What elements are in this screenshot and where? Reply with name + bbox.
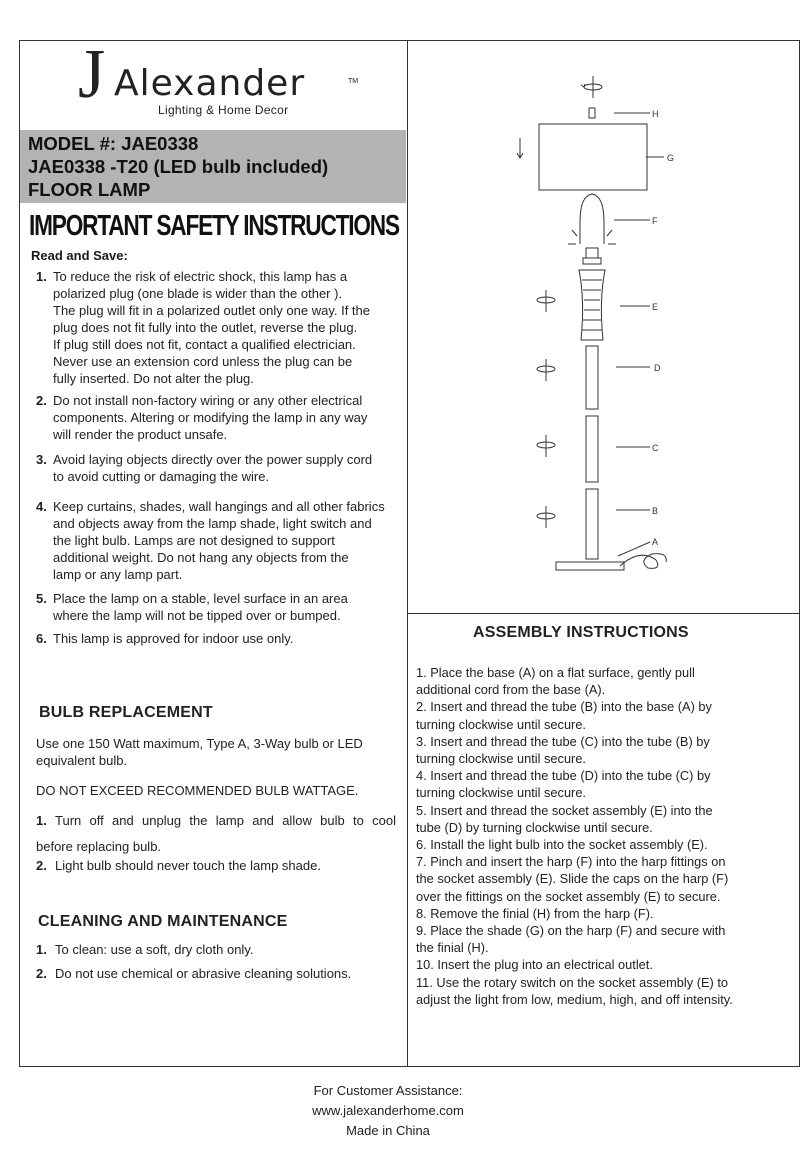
assembly-step	[416, 836, 798, 853]
step-line: 6. Install the light bulb into the socket assembly (E).	[416, 837, 708, 853]
item-line: lamp or any lamp part.	[53, 567, 183, 582]
base-part	[556, 562, 624, 570]
step-line: turning clockwise until secure.	[416, 716, 586, 732]
step-line: turning clockwise until secure.	[416, 751, 586, 767]
assembly-step	[416, 974, 798, 1008]
bulb-spec	[36, 735, 406, 769]
item-line: Never use an extension cord unless the plug can be	[53, 354, 353, 369]
item-line: where the lamp will not be tipped over or bumped.	[53, 608, 341, 623]
step-line: the finial (H).	[416, 940, 489, 956]
assembly-step	[416, 922, 798, 956]
step-line: over the fittings on the socket assembly (E) to secure.	[416, 888, 721, 904]
item-line: plug does not fit fully into the outlet, reverse the plug.	[53, 320, 358, 335]
lamp-assembly-diagram	[505, 70, 685, 580]
item-number: 1.	[36, 942, 47, 957]
diagram-label-b: B	[652, 506, 659, 516]
model-variant: JAE0338 -T20 (LED bulb included)	[28, 156, 329, 177]
assembly-step	[416, 956, 798, 973]
item-line: components. Altering or modifying the lamp in any way	[53, 410, 368, 425]
product-type: FLOOR LAMP	[28, 179, 151, 200]
item-number: 6.	[36, 631, 47, 646]
rotate-arrow-icon	[537, 359, 555, 381]
item-line: additional weight. Do not hang any objects from the	[53, 550, 349, 565]
finial-part	[589, 108, 595, 118]
bulb-step-line: Turn off and unplug the lamp and allow bulb to cool	[55, 813, 396, 828]
cleaning-step-2	[36, 965, 406, 982]
harp-part	[580, 194, 604, 244]
tube-b-part	[586, 489, 598, 559]
bulb-replacement-heading: BULB REPLACEMENT	[39, 704, 213, 721]
bulb-spec-line: equivalent bulb.	[36, 753, 128, 768]
step-line: 10. Insert the plug into an electrical outlet.	[416, 957, 653, 973]
item-number: 2.	[36, 966, 47, 981]
wattage-warning: DO NOT EXCEED RECOMMENDED BULB WATTAGE.	[36, 783, 359, 798]
item-line: This lamp is approved for indoor use only.	[53, 631, 294, 646]
item-number: 1.	[36, 269, 47, 284]
item-number: 3.	[36, 452, 47, 467]
item-number: 5.	[36, 591, 47, 606]
assembly-step	[416, 698, 798, 732]
safety-item-5	[36, 590, 406, 624]
diagram-label-h: H	[652, 109, 659, 119]
safety-item-2	[36, 392, 406, 443]
power-cord	[620, 554, 666, 569]
item-number: 2.	[36, 858, 47, 873]
tube-c-part	[586, 416, 598, 482]
safety-item-3	[36, 451, 406, 485]
logo-trademark: TM	[348, 78, 359, 85]
step-line: 8. Remove the finial (H) from the harp (F).	[416, 905, 654, 921]
assembly-steps	[416, 664, 798, 1008]
item-line: fully inserted. Do not alter the plug.	[53, 371, 254, 386]
diagram-label-d: D	[654, 363, 661, 373]
assembly-step	[416, 802, 798, 836]
customer-assistance-label: For Customer Assistance:	[313, 1083, 463, 1098]
footer	[200, 1081, 576, 1141]
assembly-step	[416, 733, 798, 767]
assembly-step	[416, 767, 798, 801]
model-number: MODEL #: JAE0338	[28, 133, 199, 154]
item-number: 1.	[36, 813, 47, 828]
step-line: additional cord from the base (A).	[416, 682, 606, 698]
brand-logo	[78, 36, 378, 117]
assembly-step	[416, 905, 798, 922]
diagram-label-f: F	[652, 216, 658, 226]
cleaning-step-line: To clean: use a soft, dry cloth only.	[55, 942, 254, 957]
shade-part	[539, 124, 647, 190]
step-line: 7. Pinch and insert the harp (F) into the harp fittings on	[416, 854, 726, 870]
assembly-heading: ASSEMBLY INSTRUCTIONS	[473, 624, 689, 641]
origin-label: Made in China	[346, 1123, 430, 1138]
step-line: adjust the light from low, medium, high, and off intensity.	[416, 991, 733, 1007]
item-line: will render the product unsafe.	[53, 427, 228, 442]
diagram-label-a: A	[652, 537, 659, 547]
step-line: tube (D) by turning clockwise until secure.	[416, 819, 653, 835]
rotate-arrow-icon	[537, 506, 555, 528]
assembly-step	[416, 853, 798, 905]
bulb-spec-line: Use one 150 Watt maximum, Type A, 3-Way bulb or LED	[36, 736, 363, 751]
diagram-label-c: C	[652, 443, 659, 453]
step-line: 11. Use the rotary switch on the socket assembly (E) to	[416, 974, 728, 990]
step-line: 5. Insert and thread the socket assembly (E) into the	[416, 802, 713, 818]
safety-item-4	[36, 498, 408, 583]
step-line: 9. Place the shade (G) on the harp (F) and secure with	[416, 923, 726, 939]
rotate-arrow-icon	[581, 76, 602, 98]
logo-name: Alexander	[114, 63, 306, 104]
item-line: The plug will fit in a polarized outlet only one way. If the	[53, 303, 370, 318]
bulb-step-line: Light bulb should never touch the lamp shade.	[55, 858, 321, 873]
read-and-save-label: Read and Save:	[31, 248, 128, 263]
item-line: Avoid laying objects directly over the power supply cord	[53, 452, 373, 467]
item-line: Keep curtains, shades, wall hangings and all other fabrics	[53, 499, 385, 514]
step-line: 4. Insert and thread the tube (D) into the tube (C) by	[416, 768, 711, 784]
safety-item-6	[36, 630, 406, 647]
step-line: 1. Place the base (A) on a flat surface, gently pull	[416, 665, 695, 680]
safety-item-1	[36, 268, 406, 387]
cleaning-step-1	[36, 941, 406, 958]
item-number: 4.	[36, 499, 47, 514]
diagram-label-g: G	[667, 153, 675, 163]
cleaning-heading: CLEANING AND MAINTENANCE	[38, 913, 288, 930]
step-line: turning clockwise until secure.	[416, 785, 586, 801]
rotate-arrow-icon	[537, 290, 555, 312]
step-line: the socket assembly (E). Slide the caps on the harp (F)	[416, 871, 729, 887]
website-link[interactable]: www.jalexanderhome.com	[312, 1103, 464, 1118]
item-line: Place the lamp on a stable, level surface in an area	[53, 591, 348, 606]
section-divider	[407, 613, 800, 614]
assembly-step	[416, 664, 798, 698]
item-line: Do not install non-factory wiring or any other electrical	[53, 393, 363, 408]
step-line: 2. Insert and thread the tube (B) into the base (A) by	[416, 699, 712, 715]
cleaning-step-line: Do not use chemical or abrasive cleaning solutions.	[55, 966, 352, 981]
bulb-step-2	[36, 857, 406, 874]
item-number: 2.	[36, 393, 47, 408]
logo-letter: J	[78, 36, 106, 113]
step-line: 3. Insert and thread the tube (C) into the tube (B) by	[416, 733, 710, 749]
item-line: the light bulb. Lamps are not designed to support	[53, 533, 335, 548]
logo-tagline: Lighting & Home Decor	[158, 103, 289, 117]
item-line: and objects away from the lamp shade, light switch and	[53, 516, 372, 531]
model-header	[20, 130, 406, 203]
item-line: To reduce the risk of electric shock, this lamp has a	[53, 269, 348, 284]
item-line: polarized plug (one blade is wider than the other ).	[53, 286, 343, 301]
item-line: If plug still does not fit, contact a qualified electrician.	[53, 337, 356, 352]
tube-d-part	[586, 346, 598, 409]
safety-title: IMPORTANT SAFETY INSTRUCTIONS	[29, 210, 399, 242]
item-line: to avoid cutting or damaging the wire.	[53, 469, 270, 484]
bulb-step-line: before replacing bulb.	[36, 839, 162, 854]
bulb-step-1	[36, 808, 396, 860]
diagram-label-e: E	[652, 302, 659, 312]
rotate-arrow-icon	[537, 435, 555, 457]
